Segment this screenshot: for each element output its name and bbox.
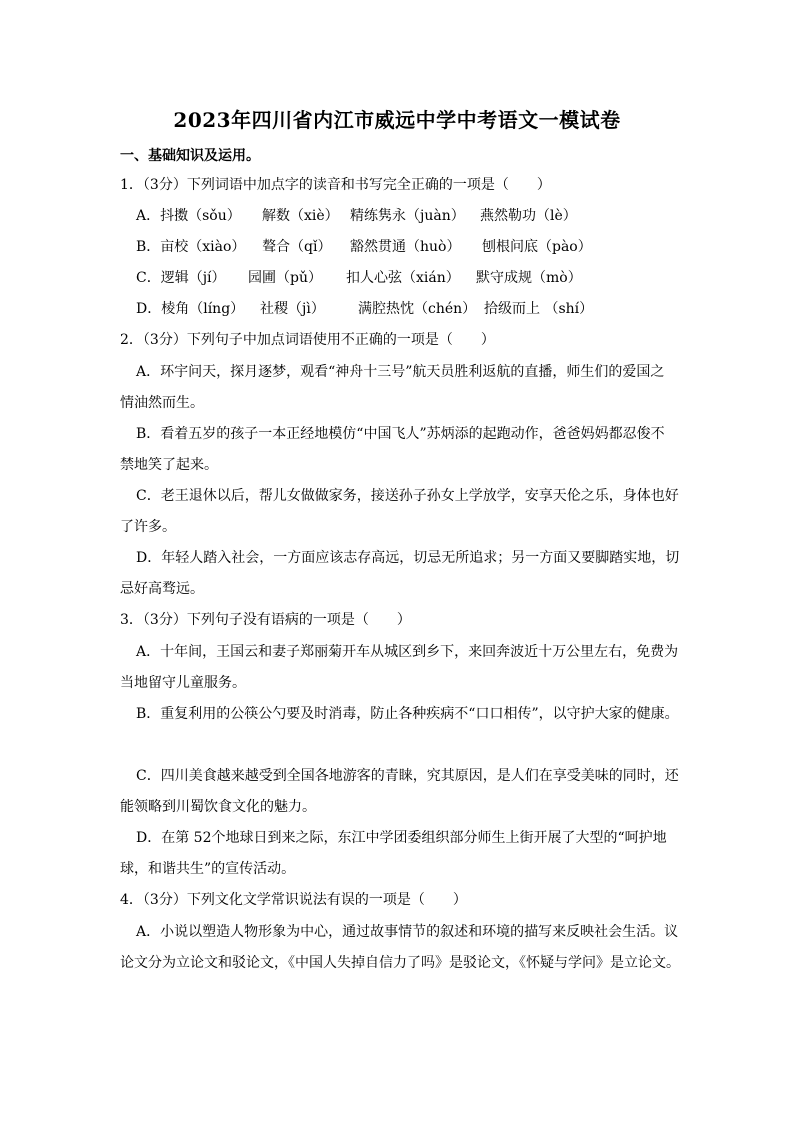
option-d-word-4: 拾级而上 （shí） [484, 301, 594, 317]
question-4-option-a-cont: 论文分为立论文和驳论文，《中国人失掉自信力了吗》是驳论文，《怀疑与学问》是立论文。 [120, 955, 680, 971]
question-2-option-c-cont: 了许多。 [120, 519, 176, 535]
option-d-word-3: 满腔热忱（chén） [358, 301, 477, 317]
question-2-option-a: A．环宇问天，探月逐梦，观看“神舟十三号”航天员胜利返航的直播，师生们的爱国之 [136, 364, 665, 380]
question-2-option-c: C．老王退休以后，帮儿女做做家务，接送孙子孙女上学放学，安享天伦之乐，身体也好 [136, 488, 679, 504]
question-1-option-a [136, 206, 577, 226]
option-b-word-3: 豁然贯通（huò） [350, 239, 461, 255]
question-2-stem: 2．（3分）下列句子中加点词语使用不正确的一项是（ ） [120, 332, 495, 348]
question-1-option-d [136, 299, 593, 319]
question-2-option-d-cont: 忌好高骛远。 [120, 581, 204, 597]
question-4-stem: 4．（3分）下列文化文学常识说法有误的一项是（ ） [120, 892, 467, 908]
option-c-word-3: 扣人心弦（xián） [346, 270, 460, 286]
question-2-option-d: D．年轻人踏入社会，一方面应该志存高远，切忌无所追求；另一方面又要脚踏实地，切 [136, 550, 680, 566]
question-3-option-a-cont: 当地留守儿童服务。 [120, 675, 246, 691]
question-3-option-c: C．四川美食越来越受到全国各地游客的青睐，究其原因，是人们在享受美味的同时，还 [136, 768, 679, 784]
question-3-option-c-cont: 能领略到川蜀饮食文化的魅力。 [120, 799, 316, 815]
option-d-word-2: 社稷（jì） [260, 301, 325, 317]
option-d-word-1: D．棱角（líng） [136, 301, 245, 317]
question-2-option-a-cont: 情油然而生。 [120, 395, 204, 411]
section-heading: 一、基础知识及运用。 [120, 148, 260, 164]
option-a-word-2: 解数（xiè） [262, 208, 339, 224]
question-3-option-d: D．在第 52个地球日到来之际，东江中学团委组织部分师生上街开展了大型的“呵护地 [136, 830, 667, 846]
question-2-option-b-cont: 禁地笑了起来。 [120, 457, 218, 473]
question-3-option-d-cont: 球，和谐共生”的宣传活动。 [120, 861, 296, 877]
option-a-word-4: 燕然勒功（lè） [480, 208, 577, 224]
option-b-word-4: 刨根问底（pào） [482, 239, 592, 255]
question-1-option-b [136, 237, 592, 257]
option-b-word-1: B．亩校（xiào） [136, 239, 246, 255]
question-1-stem: 1．（3分）下列词语中加点字的读音和书写完全正确的一项是（ ） [120, 177, 551, 193]
question-3-stem: 3．（3分）下列句子没有语病的一项是（ ） [120, 612, 411, 628]
page-title: 2023年四川省内江市威远中学中考语文一模试卷 [173, 108, 621, 132]
option-a-word-3: 精练隽永（juàn） [350, 208, 465, 224]
option-c-word-2: 园圃（pǔ） [248, 270, 322, 286]
option-c-word-4: 默守成规（mò） [476, 270, 582, 286]
option-c-word-1: C．逻辑（jí） [136, 270, 226, 286]
question-1-option-c [136, 268, 582, 288]
option-b-word-2: 聱合（qǐ） [262, 239, 332, 255]
option-a-word-1: A．抖擞（sǒu） [136, 208, 241, 224]
question-4-option-a: A．小说以塑造人物形象为中心，通过故事情节的叙述和环境的描写来反映社会生活。议 [136, 924, 679, 940]
question-3-option-b: B．重复利用的公筷公勺要及时消毒，防止各种疾病不“口口相传”，以守护大家的健康。 [136, 706, 679, 722]
question-3-option-a: A．十年间，王国云和妻子郑丽菊开车从城区到乡下，来回奔波近十万公里左右，免费为 [136, 644, 679, 660]
question-2-option-b: B．看着五岁的孩子一本正经地模仿“中国飞人”苏炳添的起跑动作，爸爸妈妈都忍俊不 [136, 426, 665, 442]
